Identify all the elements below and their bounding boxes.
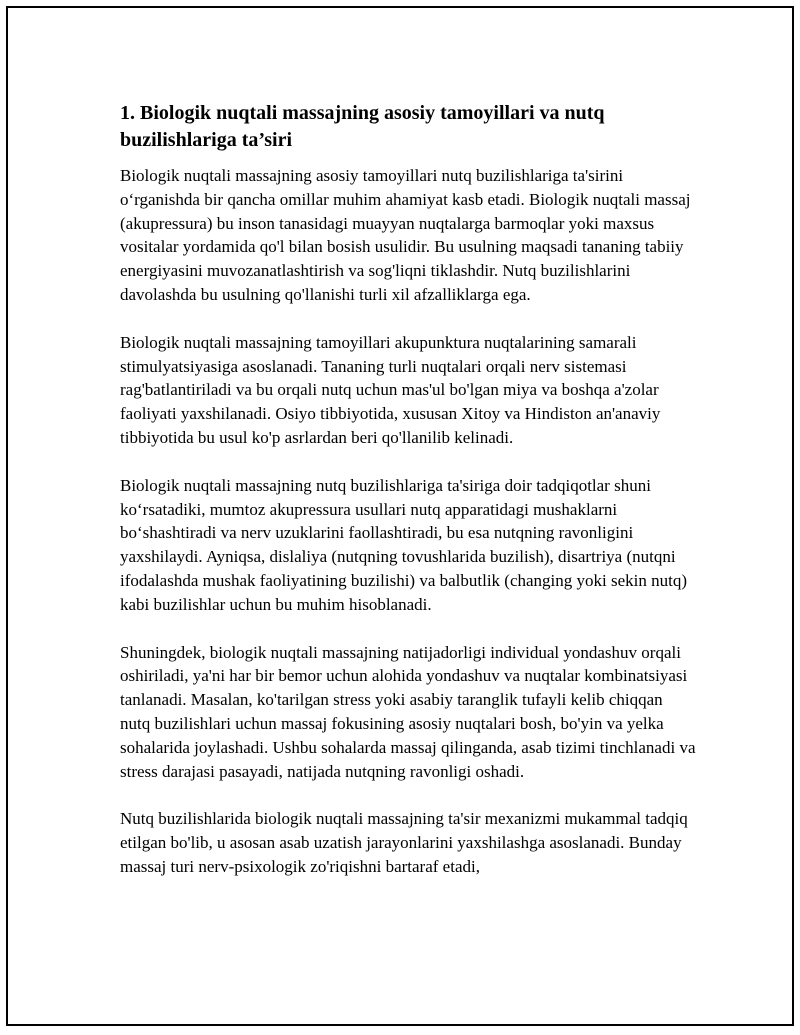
paragraph-5: Nutq buzilishlarida biologik nuqtali massajning ta'sir mexanizmi mukammal tadqiq etilgan bo'lib, u asosan asab uzatish jarayonlarini yaxshilashga asoslanadi. Bunday massaj turi nerv-psixologik zo'riqishni bartaraf etadi, — [120, 809, 688, 876]
paragraph-2: Biologik nuqtali massajning tamoyillari akupunktura nuqtalarining samarali stimulyatsiyasiga asoslanadi. Tananing turli nuqtalari orqali nerv sistemasi rag'batlantiriladi va bu orqali nutq uchun mas'ul bo'lgan miya va boshqa a'zolar faoliyati yaxshilanadi. Osiyo tibbiyotida, xususan Xitoy va Hindiston an'anaviy tibbiyotida bu usul ko'p asrlardan beri qo'llanilib kelinadi. — [120, 332, 661, 447]
page — [6, 6, 794, 1026]
document-body — [120, 100, 696, 903]
paragraph-3: Biologik nuqtali massajning nutq buzilishlariga ta'siriga doir tadqiqotlar shuni ko‘rsatadiki, mumtoz akupressura usullari nutq apparatidagi mushaklarni bo‘shashtiradi va nerv uzuklarini faollashtiradi, bu esa nutqning ravonligini yaxshilaydi. Ayniqsa, dislaliya (nutqning tovushlarida buzilish), disartriya (nutqni ifodalashda mushak faoliyatining buzilishi) va balbutlik (changing yoki sekin nutq) kabi buzilishlar uchun bu muhim hisoblanadi. — [120, 475, 688, 614]
section-heading: 1. Biologik nuqtali massajning asosiy tamoyillari va nutq buzilishlariga ta’siri — [120, 102, 605, 151]
paragraph-4: Shuningdek, biologik nuqtali massajning natijadorligi individual yondashuv orqali oshiriladi, ya'ni har bir bemor uchun alohida yondashuv va nuqtalar kombinatsiyasi tanlanadi. Masalan, ko'tarilgan stress yoki asabiy taranglik tufayli kelib chiqqan nutq buzilishlari uchun massaj fokusining asosiy nuqtalari bosh, bo'yin va yelka sohalarida joylashadi. Ushbu sohalarda massaj qilinganda, asab tizimi tinchlanadi va stress darajasi pasayadi, natijada nutqning ravonligi oshadi. — [120, 642, 696, 781]
paragraph-1: Biologik nuqtali massajning asosiy tamoyillari nutq buzilishlariga ta'sirini o‘rganishda bir qancha omillar muhim ahamiyat kasb etadi. Biologik nuqtali massaj (akupressura) bu inson tanasidagi muayyan nuqtalarga barmoqlar yoki maxsus vositalar yordamida qo'l bilan bosish usulidir. Bu usulning maqsadi tananing tabiiy energiyasini muvozanatlashtirish va sog'liqni tiklashdir. Nutq buzilishlarini davolashda bu usulning qo'llanishi turli xil afzalliklarga ega. — [120, 166, 691, 304]
